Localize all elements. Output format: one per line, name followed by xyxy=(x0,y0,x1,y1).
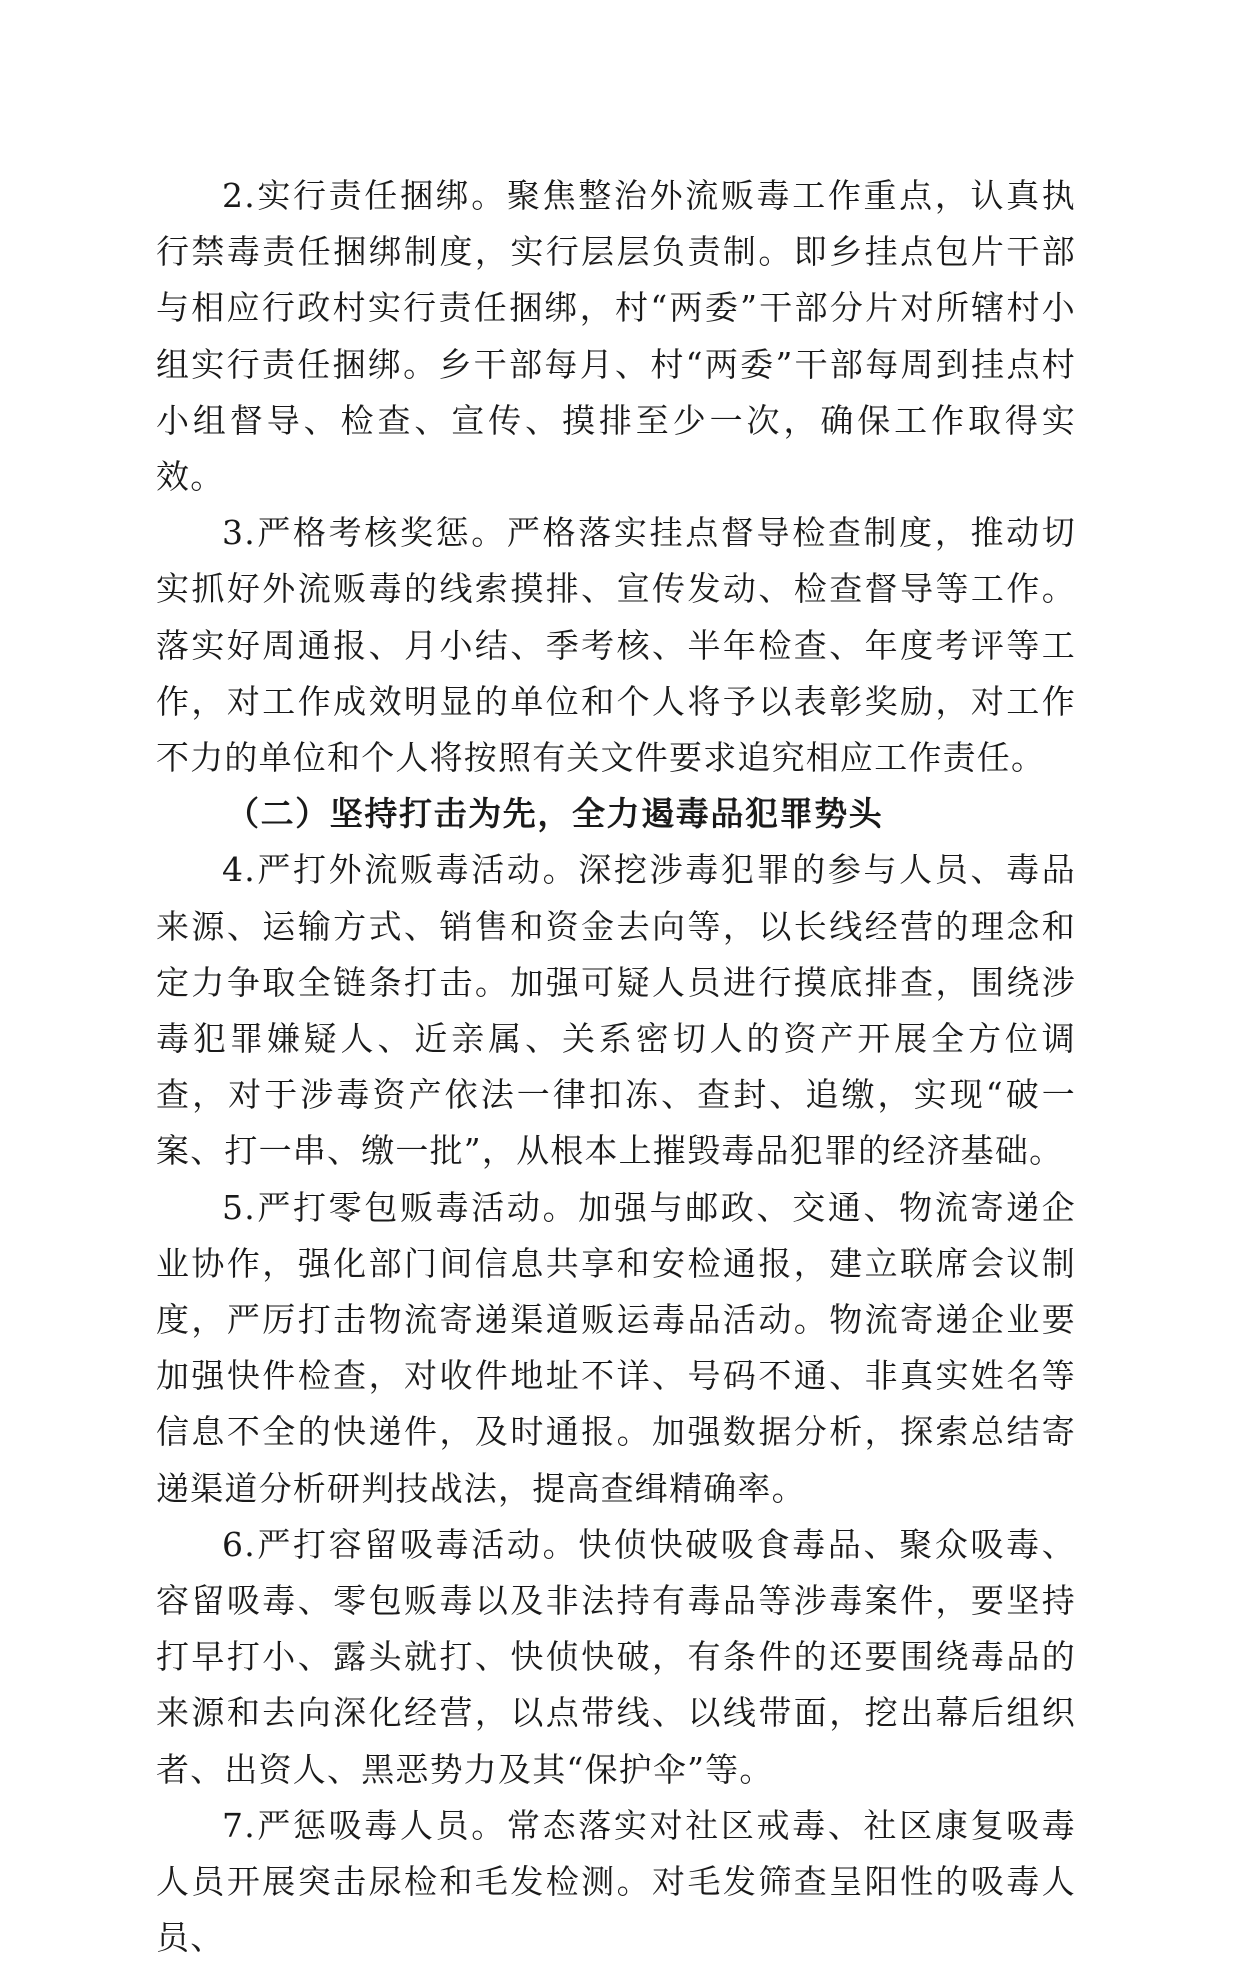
paragraph-item-3: 3.严格考核奖惩。严格落实挂点督导检查制度，推动切实抓好外流贩毒的线索摸排、宣传发动、检查督导等工作。落实好周通报、月小结、季考核、半年检查、年度考评等工作，对工作成效明显的单位和个人将予以表彰奖励，对工作不力的单位和个人将按照有关文件要求追究相应工作责任。 xyxy=(156,513,1076,778)
paragraph-item-7: 7.严惩吸毒人员。常态落实对社区戒毒、社区康复吸毒人员开展突击尿检和毛发检测。对毛发筛查呈阳性的吸毒人员、 xyxy=(156,1805,1076,1958)
paragraph-item-5: 5.严打零包贩毒活动。加强与邮政、交通、物流寄递企业协作，强化部门间信息共享和安检通报，建立联席会议制度，严厉打击物流寄递渠道贩运毒品活动。物流寄递企业要加强快件检查，对收件地址不详、号码不通、非真实姓名等信息不全的快递件，及时通报。加强数据分析，探索总结寄递渠道分析研判技战法，提高查缉精确率。 xyxy=(156,1187,1076,1508)
paragraph-item-2: 2.实行责任捆绑。聚焦整治外流贩毒工作重点，认真执行禁毒责任捆绑制度，实行层层负责制。即乡挂点包片干部与相应行政村实行责任捆绑，村“两委”干部分片对所辖村小组实行责任捆绑。乡干部每月、村“两委”干部每周到挂点村小组督导、检查、宣传、摸排至少一次，确保工作取得实效。 xyxy=(156,176,1076,497)
document-body xyxy=(156,168,1076,1967)
paragraph-item-4: 4.严打外流贩毒活动。深挖涉毒犯罪的参与人员、毒品来源、运输方式、销售和资金去向等，以长线经营的理念和定力争取全链条打击。加强可疑人员进行摸底排查，围绕涉毒犯罪嫌疑人、近亲属、关系密切人的资产开展全方位调查，对于涉毒资产依法一律扣冻、查封、追缴，实现“破一案、打一串、缴一批”，从根本上摧毁毒品犯罪的经济基础。 xyxy=(156,850,1076,1171)
paragraph-item-6: 6.严打容留吸毒活动。快侦快破吸食毒品、聚众吸毒、容留吸毒、零包贩毒以及非法持有毒品等涉毒案件，要坚持打早打小、露头就打、快侦快破，有条件的还要围绕毒品的来源和去向深化经营，以点带线、以线带面，挖出幕后组织者、出资人、黑恶势力及其“保护伞”等。 xyxy=(156,1524,1076,1789)
section-heading: （二）坚持打击为先，全力遏毒品犯罪势头 xyxy=(226,794,884,834)
